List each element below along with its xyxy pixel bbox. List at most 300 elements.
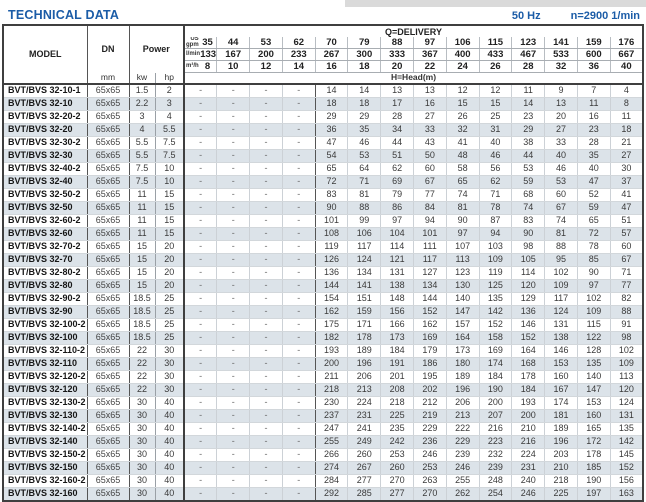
head-value-cell: 255 [446,475,479,488]
table-row [3,189,643,202]
flow-value-cell: 79 [348,37,381,49]
head-value-cell: 206 [446,397,479,410]
head-value-cell: 58 [446,163,479,176]
head-value-cell: 47 [610,202,643,215]
head-value-cell: 17 [381,98,414,111]
head-empty-cell: - [217,410,250,423]
kw-cell: 22 [129,358,155,371]
head-value-cell: 14 [315,84,348,98]
dn-cell: 65x65 [87,332,129,345]
head-empty-cell: - [282,423,315,436]
head-value-cell: 9 [545,84,578,98]
flow-value-cell: 10 [217,61,250,73]
head-value-cell: 117 [545,293,578,306]
head-value-cell: 178 [348,332,381,345]
flow-value-cell: 141 [545,37,578,49]
head-value-cell: 181 [545,410,578,423]
model-cell: BVT/BVS 32-120 [3,384,87,397]
head-value-cell: 135 [479,293,512,306]
head-value-cell: 122 [577,332,610,345]
head-value-cell: 13 [545,98,578,111]
head-value-cell: 67 [413,176,446,189]
head-value-cell: 157 [446,319,479,332]
head-value-cell: 292 [315,488,348,502]
head-value-cell: 141 [348,280,381,293]
head-empty-cell: - [184,410,217,423]
table-header [3,25,643,84]
flow-value-text: 35 [202,37,213,48]
head-empty-cell: - [282,84,315,98]
kw-cell: 30 [129,449,155,462]
head-value-cell: 135 [610,423,643,436]
head-empty-cell: - [217,98,250,111]
dn-column-header: DN [87,25,129,73]
head-empty-cell: - [184,150,217,163]
speed-label: n=2900 1/min [570,10,640,22]
table-row [3,423,643,436]
head-empty-cell: - [250,254,283,267]
head-value-cell: 144 [413,293,446,306]
head-value-cell: 246 [446,462,479,475]
head-value-cell: 184 [512,384,545,397]
dn-cell: 65x65 [87,241,129,254]
head-empty-cell: - [217,345,250,358]
table-row [3,111,643,124]
head-empty-cell: - [250,163,283,176]
flow-value-cell: 62 [282,37,315,49]
head-value-cell: 31 [479,124,512,137]
head-value-cell: 145 [610,449,643,462]
hp-cell: 15 [155,215,184,228]
dn-cell: 65x65 [87,345,129,358]
model-cell: BVT/BVS 32-80-2 [3,267,87,280]
head-value-cell: 14 [512,98,545,111]
head-empty-cell: - [217,462,250,475]
head-empty-cell: - [282,358,315,371]
table-row [3,241,643,254]
flow-value-cell: 53 [250,37,283,49]
head-value-cell: 255 [315,436,348,449]
flow-value-cell: 200 [250,49,283,61]
head-value-cell: 46 [545,163,578,176]
kw-cell: 5.5 [129,137,155,150]
head-value-cell: 109 [545,280,578,293]
head-value-cell: 134 [348,267,381,280]
head-value-cell: 124 [545,306,578,319]
head-empty-cell: - [217,228,250,241]
head-value-cell: 186 [413,358,446,371]
head-value-cell: 88 [610,306,643,319]
head-value-cell: 65 [446,176,479,189]
head-value-cell: 165 [577,423,610,436]
head-value-cell: 53 [512,163,545,176]
head-value-cell: 184 [479,371,512,384]
head-empty-cell: - [184,423,217,436]
head-empty-cell: - [217,111,250,124]
model-cell: BVT/BVS 32-20 [3,124,87,137]
head-value-cell: 142 [479,306,512,319]
flow-value-cell: 88 [381,37,414,49]
head-value-cell: 140 [446,293,479,306]
head-value-cell: 134 [413,280,446,293]
head-value-cell: 71 [479,189,512,202]
head-value-cell: 15 [446,98,479,111]
dn-cell: 65x65 [87,176,129,189]
head-value-cell: 146 [545,345,578,358]
head-value-cell: 136 [315,267,348,280]
head-value-cell: 136 [512,306,545,319]
head-value-cell: 131 [545,319,578,332]
head-value-cell: 13 [413,84,446,98]
kw-cell: 15 [129,254,155,267]
head-value-cell: 40 [479,137,512,150]
head-value-cell: 38 [512,137,545,150]
flow-value-cell: 18 [348,61,381,73]
table-row [3,462,643,475]
head-value-cell: 222 [446,423,479,436]
head-empty-cell: - [282,176,315,189]
head-value-cell: 174 [479,358,512,371]
head-value-cell: 163 [610,488,643,502]
head-value-cell: 193 [512,397,545,410]
head-empty-cell: - [250,319,283,332]
head-value-cell: 11 [610,111,643,124]
flow-value-cell: 26 [479,61,512,73]
head-empty-cell: - [217,384,250,397]
head-value-cell: 120 [512,280,545,293]
head-value-cell: 263 [413,475,446,488]
head-empty-cell: - [250,189,283,202]
model-cell: BVT/BVS 32-150 [3,462,87,475]
head-value-cell: 246 [512,488,545,502]
head-value-cell: 41 [610,189,643,202]
table-row [3,202,643,215]
head-value-cell: 115 [577,319,610,332]
head-value-cell: 148 [381,293,414,306]
head-value-cell: 200 [512,410,545,423]
head-value-cell: 101 [315,215,348,228]
head-value-cell: 117 [348,241,381,254]
head-value-cell: 67 [610,254,643,267]
head-empty-cell: - [250,84,283,98]
head-value-cell: 98 [512,241,545,254]
table-row [3,293,643,306]
dn-cell: 65x65 [87,84,129,98]
head-value-cell: 184 [381,345,414,358]
hp-cell: 25 [155,306,184,319]
head-value-cell: 124 [610,397,643,410]
head-empty-cell: - [282,410,315,423]
table-row [3,124,643,137]
head-empty-cell: - [217,358,250,371]
head-empty-cell: - [250,241,283,254]
head-value-cell: 213 [348,384,381,397]
head-value-cell: 160 [577,410,610,423]
flow-value-cell: 12 [250,61,283,73]
head-empty-cell: - [282,228,315,241]
hp-cell: 40 [155,475,184,488]
dn-cell: 65x65 [87,124,129,137]
head-empty-cell: - [282,215,315,228]
head-value-cell: 196 [348,358,381,371]
head-value-cell: 119 [479,267,512,280]
head-value-cell: 120 [610,384,643,397]
head-value-cell: 97 [381,215,414,228]
dn-cell: 65x65 [87,423,129,436]
head-value-cell: 270 [381,475,414,488]
head-value-cell: 102 [577,293,610,306]
flow-value-cell: 467 [512,49,545,61]
head-value-cell: 29 [512,124,545,137]
head-value-cell: 253 [413,462,446,475]
head-value-cell: 78 [577,241,610,254]
hp-cell: 7.5 [155,137,184,150]
head-value-cell: 131 [381,267,414,280]
head-empty-cell: - [250,267,283,280]
head-value-cell: 74 [512,202,545,215]
head-value-cell: 59 [577,202,610,215]
head-value-cell: 153 [545,358,578,371]
flow-value-cell: 44 [217,37,250,49]
model-cell: BVT/BVS 32-60 [3,228,87,241]
head-empty-cell: - [184,462,217,475]
head-value-cell: 79 [381,189,414,202]
head-value-cell: 211 [315,371,348,384]
head-empty-cell: - [217,319,250,332]
head-value-cell: 196 [446,384,479,397]
kw-cell: 30 [129,410,155,423]
head-value-cell: 229 [446,436,479,449]
head-value-cell: 242 [381,436,414,449]
head-value-cell: 218 [315,384,348,397]
head-value-cell: 108 [315,228,348,241]
head-value-cell: 35 [348,124,381,137]
hp-cell: 20 [155,280,184,293]
head-value-cell: 13 [381,84,414,98]
head-value-cell: 72 [577,228,610,241]
hp-cell: 5.5 [155,124,184,137]
head-value-cell: 213 [446,410,479,423]
head-value-cell: 74 [545,215,578,228]
head-value-cell: 239 [446,449,479,462]
head-value-cell: 128 [577,345,610,358]
model-cell: BVT/BVS 32-30-2 [3,137,87,150]
head-value-cell: 138 [381,280,414,293]
head-value-cell: 197 [577,488,610,502]
hp-cell: 40 [155,423,184,436]
head-value-cell: 44 [512,150,545,163]
kw-cell: 15 [129,267,155,280]
kw-cell: 30 [129,423,155,436]
head-value-cell: 71 [348,176,381,189]
dn-cell: 65x65 [87,488,129,502]
head-value-cell: 190 [479,384,512,397]
hp-cell: 25 [155,332,184,345]
dn-cell: 65x65 [87,397,129,410]
head-empty-cell: - [250,397,283,410]
head-value-cell: 27 [413,111,446,124]
head-value-cell: 119 [315,241,348,254]
dn-cell: 65x65 [87,436,129,449]
model-cell: BVT/BVS 32-160-2 [3,475,87,488]
head-value-cell: 117 [413,254,446,267]
dn-cell: 65x65 [87,189,129,202]
head-value-cell: 164 [446,332,479,345]
head-value-cell: 98 [610,332,643,345]
head-value-cell: 262 [446,488,479,502]
head-empty-cell: - [282,475,315,488]
head-value-cell: 124 [348,254,381,267]
head-empty-cell: - [250,488,283,502]
head-value-cell: 191 [381,358,414,371]
head-value-cell: 152 [479,319,512,332]
model-cell: BVT/BVS 32-130 [3,410,87,423]
head-value-cell: 18 [610,124,643,137]
head-empty-cell: - [184,293,217,306]
head-empty-cell: - [184,202,217,215]
head-empty-cell: - [250,176,283,189]
kw-cell: 30 [129,488,155,502]
table-row [3,384,643,397]
model-cell: BVT/BVS 32-40 [3,176,87,189]
hp-cell: 30 [155,345,184,358]
head-value-cell: 277 [381,488,414,502]
head-value-cell: 41 [446,137,479,150]
head-value-cell: 50 [413,150,446,163]
head-value-cell: 28 [381,111,414,124]
head-value-cell: 146 [512,319,545,332]
top-gray-strip [345,0,646,7]
flow-value-cell [184,49,217,61]
head-value-cell: 200 [315,358,348,371]
head-empty-cell: - [184,358,217,371]
head-empty-cell: - [184,319,217,332]
table-row [3,150,643,163]
head-empty-cell: - [184,332,217,345]
head-value-cell: 232 [479,449,512,462]
head-empty-cell: - [217,202,250,215]
hp-cell: 20 [155,241,184,254]
head-value-cell: 67 [545,202,578,215]
flow-value-cell: 667 [610,49,643,61]
head-value-cell: 247 [315,423,348,436]
head-value-cell: 129 [512,293,545,306]
dn-cell: 65x65 [87,358,129,371]
head-empty-cell: - [217,306,250,319]
hp-cell: 7.5 [155,150,184,163]
head-value-cell: 26 [446,111,479,124]
head-value-cell: 18 [348,98,381,111]
flow-unit-label: US gpm [186,37,199,48]
head-empty-cell: - [250,384,283,397]
head-value-cell: 164 [512,345,545,358]
flow-value-cell: 16 [315,61,348,73]
dn-cell: 65x65 [87,293,129,306]
kw-cell: 4 [129,124,155,137]
hp-cell: 20 [155,254,184,267]
flow-value-cell: 533 [545,49,578,61]
hp-cell: 40 [155,488,184,502]
model-cell: BVT/BVS 32-110-2 [3,345,87,358]
head-empty-cell: - [250,358,283,371]
head-empty-cell: - [217,215,250,228]
head-value-cell: 200 [479,397,512,410]
head-value-cell: 179 [413,345,446,358]
head-empty-cell: - [282,462,315,475]
head-empty-cell: - [217,84,250,98]
head-value-cell: 27 [610,150,643,163]
head-value-cell: 12 [479,84,512,98]
head-value-cell: 111 [413,241,446,254]
head-empty-cell: - [184,215,217,228]
flow-value-cell: 267 [315,49,348,61]
flow-value-text: 8 [204,60,211,72]
kw-cell: 7.5 [129,163,155,176]
head-value-cell: 147 [446,306,479,319]
kw-cell: 30 [129,436,155,449]
head-value-cell: 90 [512,228,545,241]
head-value-cell: 260 [348,449,381,462]
head-empty-cell: - [282,98,315,111]
head-value-cell: 230 [315,397,348,410]
head-value-cell: 168 [512,358,545,371]
frequency-label: 50 Hz [511,10,541,22]
head-empty-cell: - [250,423,283,436]
head-value-cell: 151 [348,293,381,306]
head-value-cell: 121 [381,254,414,267]
head-value-cell: 81 [348,189,381,202]
head-value-cell: 18 [315,98,348,111]
table-row [3,436,643,449]
head-empty-cell: - [282,189,315,202]
flow-value-cell: 70 [315,37,348,49]
head-value-cell: 207 [479,410,512,423]
head-value-cell: 56 [479,163,512,176]
head-value-cell: 237 [315,410,348,423]
table-row [3,84,643,98]
head-empty-cell: - [184,488,217,502]
kw-cell: 22 [129,371,155,384]
head-value-cell: 180 [446,358,479,371]
head-value-cell: 62 [479,176,512,189]
head-empty-cell: - [184,137,217,150]
head-value-cell: 69 [381,176,414,189]
head-value-cell: 33 [545,137,578,150]
head-value-cell: 65 [577,215,610,228]
dn-cell: 65x65 [87,462,129,475]
head-value-cell: 185 [577,462,610,475]
head-value-cell: 46 [479,150,512,163]
head-value-cell: 246 [413,449,446,462]
head-value-cell: 169 [413,332,446,345]
flow-value-cell: 115 [479,37,512,49]
head-value-cell: 60 [545,189,578,202]
head-empty-cell: - [184,397,217,410]
head-value-cell: 172 [577,436,610,449]
dn-cell: 65x65 [87,280,129,293]
kw-cell: 11 [129,202,155,215]
head-value-cell: 23 [577,124,610,137]
kw-cell: 2.2 [129,98,155,111]
flow-value-cell: 433 [479,49,512,61]
head-value-cell: 216 [479,423,512,436]
flow-value-cell: 333 [381,49,414,61]
head-value-cell: 216 [512,436,545,449]
hp-cell: 40 [155,397,184,410]
head-empty-cell: - [282,254,315,267]
table-row [3,397,643,410]
head-value-cell: 29 [315,111,348,124]
